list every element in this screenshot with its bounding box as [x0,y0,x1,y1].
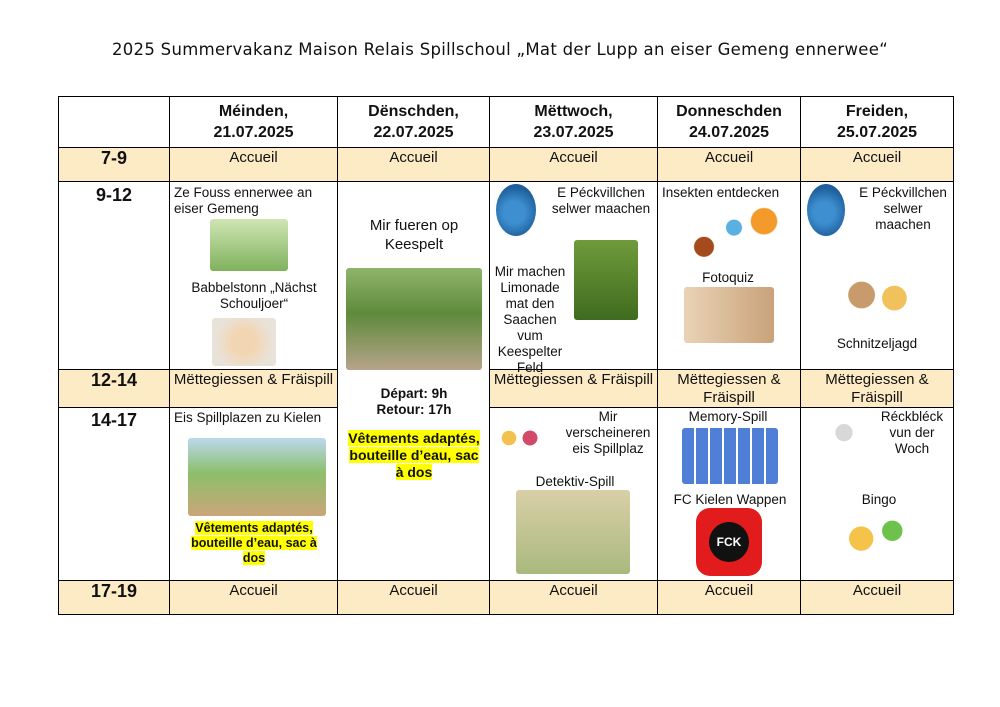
field-plants-image [574,240,638,320]
forest-path-image [346,268,482,370]
painting-children-image [494,420,544,456]
discussion-circle-image [212,318,276,366]
activity-text: E Péckvillchen selwer maachen [551,185,651,216]
departure-time: Départ: 9h [380,386,448,401]
accueil-cell: Accueil [658,148,801,182]
day-date: 25.07.2025 [836,124,918,141]
day-header-thursday [658,97,801,148]
trip-text: Mir fueren op Keespelt [369,217,459,253]
return-time: Retour: 17h [376,402,452,417]
wed-morning-cell [490,182,658,375]
accueil-cell: Accueil [170,581,338,615]
day-header-monday [170,97,338,148]
lunch-cell: Mëttegiessen & Fräispill [490,370,658,408]
club-crest-image [696,508,762,576]
day-date: 23.07.2025 [533,124,614,141]
detective-children-image [516,490,630,574]
equipment-note: Vêtements adaptés, bouteille d’eau, sac à dos [348,430,480,480]
header-row [59,97,954,148]
lunch-cell: Mëttegiessen & Fräispill [170,370,338,408]
bingo-image [839,510,913,562]
corner-cell [59,97,170,148]
row-7-9 [59,148,954,182]
activity-text: Babbelstonn „Nächst Schouljoer“ [191,280,317,311]
row-14-17 [59,408,954,581]
quiz-show-image [684,287,774,343]
time-label: 17-19 [59,581,170,615]
activity-text: Ze Fouss ennerwee an eiser Gemeng [174,185,313,216]
weekly-schedule-table [58,96,954,615]
day-name: Méinden, [218,103,289,120]
playground-image [188,438,326,516]
time-label: 9-12 [59,182,170,370]
row-9-12 [59,182,954,370]
fri-afternoon-cell [801,408,954,581]
activity-text: Eis Spillplazen zu Kielen [174,410,322,425]
day-header-friday [801,97,954,148]
activity-text: Detektiv-Spill [535,474,615,489]
activity-text: Bingo [861,492,897,507]
activity-text: Réckbléck vun der Woch [880,409,944,456]
day-name: Freiden, [845,103,909,120]
activity-text: FC Kielen Wappen [673,492,787,507]
time-label: 14-17 [59,408,170,581]
activity-text: Mir machen Limonade mat den Saachen vum Keespelter Feld [494,264,566,375]
day-date: 24.07.2025 [688,124,770,141]
bird-craft-image [496,184,536,236]
lunch-cell: Mëttegiessen & Fräispill [801,370,954,408]
memory-cards-image [682,428,778,484]
thu-morning-cell [658,182,801,370]
accueil-cell: Accueil [801,148,954,182]
activity-text: Mir verscheineren eis Spillplaz [565,409,651,456]
tue-excursion-cell [338,182,490,581]
activity-text: Fotoquiz [702,270,754,285]
accueil-cell: Accueil [490,148,658,182]
activity-text: E Péckvillchen selwer maachen [859,185,947,232]
walking-children-image [210,219,288,271]
day-name: Donneschden [676,103,782,120]
mon-morning-cell [170,182,338,370]
activity-text: Insekten entdecken [662,185,780,200]
binoculars-figure-image [827,420,861,462]
thu-afternoon-cell [658,408,801,581]
time-label: 7-9 [59,148,170,182]
page-title: 2025 Summervakanz Maison Relais Spillschoul „Mat der Lupp an eiser Gemeng ennerwee“ [111,40,889,59]
lunch-cell: Mëttegiessen & Fräispill [658,370,801,408]
day-name: Dënschden, [368,103,459,120]
treasure-hunt-image [837,264,919,326]
time-label: 12-14 [59,370,170,408]
day-name: Mëttwoch, [534,103,613,120]
equipment-note: Vêtements adaptés, bouteille d’eau, sac à dos [191,521,317,565]
insects-image [668,202,788,266]
bird-craft-image [807,184,845,236]
mon-afternoon-cell [170,408,338,581]
day-date: 22.07.2025 [373,124,454,141]
accueil-cell: Accueil [490,581,658,615]
wed-afternoon-cell [490,408,658,581]
accueil-cell: Accueil [338,148,490,182]
accueil-cell: Accueil [170,148,338,182]
activity-text: Schnitzeljagd [836,336,918,351]
accueil-cell: Accueil [658,581,801,615]
fri-morning-cell [801,182,954,370]
accueil-cell: Accueil [801,581,954,615]
day-header-wednesday [490,97,658,148]
row-17-19 [59,581,954,615]
day-header-tuesday [338,97,490,148]
activity-text: Memory-Spill [688,409,768,424]
day-date: 21.07.2025 [213,124,294,141]
crest-lettering: FCK [709,522,749,562]
accueil-cell: Accueil [338,581,490,615]
